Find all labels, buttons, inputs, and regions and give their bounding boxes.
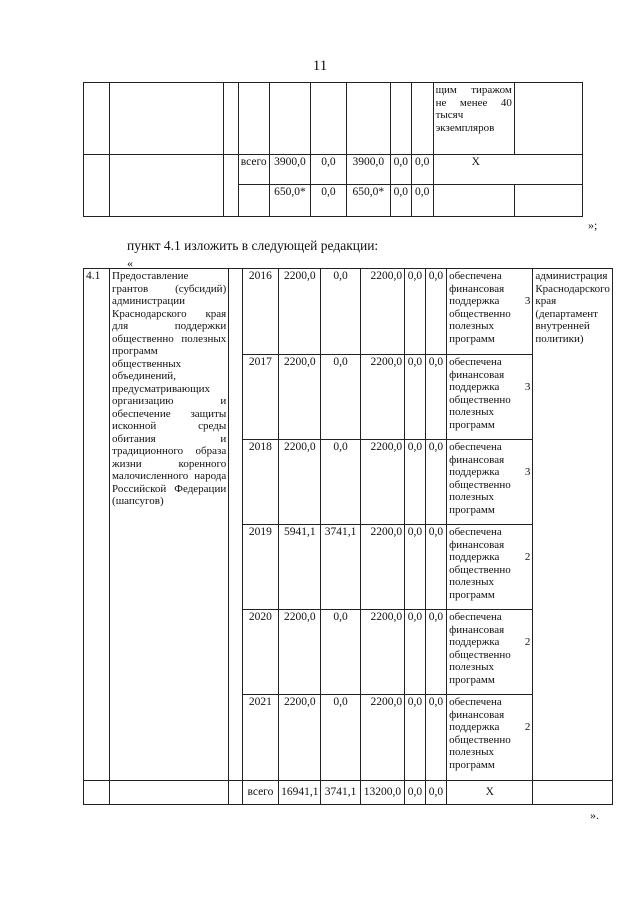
cell: 0,0 <box>411 185 433 217</box>
cell: 0,0 <box>425 525 446 610</box>
cell: 2200,0 <box>360 440 404 525</box>
cell: 2200,0 <box>279 269 321 355</box>
cell: 0,0 <box>321 269 360 355</box>
total-row <box>84 781 613 805</box>
cell: 0,0 <box>405 610 426 695</box>
cell: 650,0* <box>346 185 390 217</box>
cell: 0,0 <box>425 695 446 781</box>
cell: 0,0 <box>390 155 411 185</box>
x-mark: X <box>433 155 582 185</box>
open-quote: « <box>127 256 133 270</box>
top-result-text: щим тиражом не менее 40 тысяч экземпляров <box>433 83 514 155</box>
cell: 0,0 <box>321 610 360 695</box>
cell: 650,0* <box>269 185 311 217</box>
cell: 0,0 <box>405 695 426 781</box>
cell: 0,0 <box>321 440 360 525</box>
result-cell: обеспечена финансовая поддержка 2 общественно полезных программ <box>447 525 533 610</box>
cell: 16941,1 <box>279 781 321 805</box>
cell: 2200,0 <box>279 440 321 525</box>
main-table <box>83 268 613 805</box>
cell: 0,0 <box>425 610 446 695</box>
cell: 0,0 <box>425 440 446 525</box>
close-quote-1: »; <box>588 218 598 232</box>
heading: пункт 4.1 изложить в следующей редакции: <box>127 238 379 253</box>
table-row <box>84 185 583 217</box>
total-label: всего <box>238 155 269 185</box>
result-cell: обеспечена финансовая поддержка 3 общественно полезных программ <box>447 440 533 525</box>
result-cell: обеспечена финансовая поддержка 3 общественно полезных программ <box>447 355 533 440</box>
top-table <box>83 82 583 217</box>
year-cell: 2021 <box>242 695 278 781</box>
cell: 2200,0 <box>360 355 404 440</box>
year-cell: 2017 <box>242 355 278 440</box>
cell: 3900,0 <box>346 155 390 185</box>
cell: 2200,0 <box>360 610 404 695</box>
cell: 3741,1 <box>321 525 360 610</box>
cell: 0,0 <box>405 440 426 525</box>
cell: 0,0 <box>321 695 360 781</box>
cell: 0,0 <box>425 781 446 805</box>
cell: 2200,0 <box>360 695 404 781</box>
close-quote-2: ». <box>590 808 599 822</box>
table-row <box>84 269 613 355</box>
cell: 0,0 <box>405 355 426 440</box>
page-number: 11 <box>312 58 328 74</box>
cell: 2200,0 <box>279 695 321 781</box>
cell: 0,0 <box>390 185 411 217</box>
cell: 0,0 <box>405 781 426 805</box>
cell: 0,0 <box>425 355 446 440</box>
cell: 0,0 <box>321 355 360 440</box>
year-cell: 2018 <box>242 440 278 525</box>
cell: 5941,1 <box>279 525 321 610</box>
cell: 0,0 <box>311 155 346 185</box>
year-cell: 2016 <box>242 269 278 355</box>
cell: 2200,0 <box>279 355 321 440</box>
cell: 3741,1 <box>321 781 360 805</box>
table-row <box>84 155 583 185</box>
cell: 2200,0 <box>279 610 321 695</box>
cell: 0,0 <box>411 155 433 185</box>
item-name: Предоставление грантов (субсидий) администрации Краснодарского края для поддержки общественно полезных программ общественных объединений, предусматривающих организацию и обеспечение защиты исконной среды обитания и традиционного образа жизни коренного малочисленного народа Российской Федерации (шапсугов) <box>110 269 229 781</box>
item-number: 4.1 <box>84 269 110 781</box>
result-cell: обеспечена финансовая поддержка 2 общественно полезных программ <box>447 610 533 695</box>
cell: 0,0 <box>311 185 346 217</box>
cell: 13200,0 <box>360 781 404 805</box>
cell: 0,0 <box>405 525 426 610</box>
cell: 0,0 <box>425 269 446 355</box>
cell: 3900,0 <box>269 155 311 185</box>
cell: 2200,0 <box>360 525 404 610</box>
year-cell: 2019 <box>242 525 278 610</box>
cell: 2200,0 <box>360 269 404 355</box>
executor: администрация Краснодарского края (департамент внутренней политики) <box>533 269 613 781</box>
year-cell: 2020 <box>242 610 278 695</box>
cell: 0,0 <box>405 269 426 355</box>
result-cell: обеспечена финансовая поддержка 3 общественно полезных программ <box>447 269 533 355</box>
x-mark: X <box>447 781 533 805</box>
total-label: всего <box>242 781 278 805</box>
result-cell: обеспечена финансовая поддержка 2 общественно полезных программ <box>447 695 533 781</box>
